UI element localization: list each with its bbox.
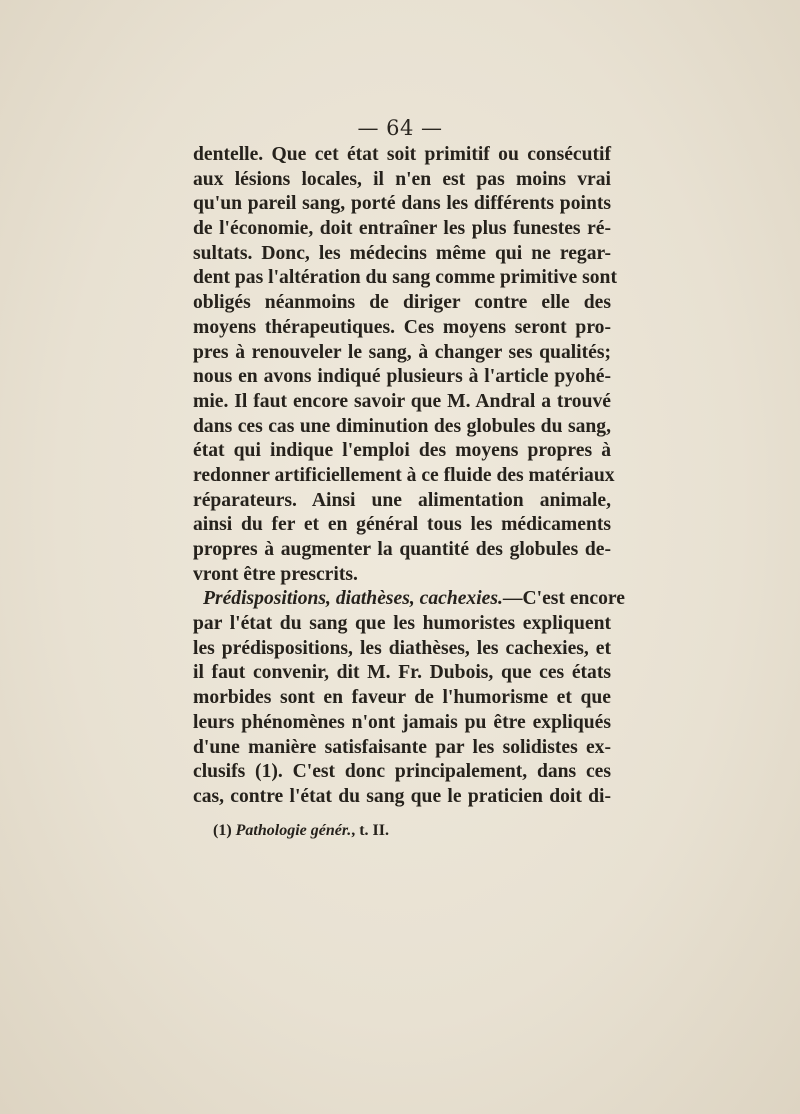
text-line: nous en avons indiqué plusieurs à l'article pyohé- [193,366,611,388]
body-text [193,143,625,810]
text-line: mie. Il faut encore savoir que M. Andral a trouvé [193,390,611,412]
text-line: de l'économie, doit entraîner les plus funestes ré- [193,218,611,240]
text-line: ainsi du fer et en général tous les médicaments [193,514,611,536]
text-line: obligés néanmoins de diriger contre elle des [193,292,611,314]
text-line: sultats. Donc, les médecins même qui ne regar- [193,242,611,264]
text-line: dans ces cas une diminution des globules du sang, [193,415,611,437]
paragraph-heading-line [193,587,625,612]
text-line: aux lésions locales, il n'en est pas moins vrai [193,168,611,190]
text-line: leurs phénomènes n'ont jamais pu être expliqués [193,711,611,733]
text-line: morbides sont en faveur de l'humorisme et que [193,687,611,709]
footnote-marker: (1) [213,822,232,839]
section-heading: Prédispositions, diathèses, cachexies. [203,588,503,610]
text-line: les prédispositions, les diathèses, les cachexies, et [193,637,611,659]
text-line: clusifs (1). C'est donc principalement, dans ces [193,761,611,783]
footnote-rest: , t. II. [351,822,389,839]
text-line: il faut convenir, dit M. Fr. Dubois, que ces états [193,662,611,684]
text-line: réparateurs. Ainsi une alimentation animale, [193,489,611,511]
text-line: par l'état du sang que les humoristes expliquent [193,613,611,635]
text-line: propres à augmenter la quantité des globules de- [193,539,611,560]
footnote [213,822,389,840]
text-line: moyens thérapeutiques. Ces moyens seront pro- [193,316,611,338]
text-line: dent pas l'altération du sang comme primitive sont [193,267,617,289]
text-line: dentelle. Que cet état soit primitif ou consécutif [193,144,611,165]
text-line: d'une manière satisfaisante par les solidistes ex- [193,736,611,758]
text-line: qu'un pareil sang, porté dans les différents points [193,193,611,215]
text-line-rest: —C'est encore [502,588,625,610]
text-line: cas, contre l'état du sang que le praticien doit di- [193,785,611,807]
page-number: — 64 — [357,116,443,140]
text-line: vront être prescrits. [193,563,358,585]
text-line: état qui indique l'emploi des moyens propres à [193,440,611,462]
text-line: pres à renouveler le sang, à changer ses qualités; [193,341,611,363]
text-line: redonner artificiellement à ce fluide des matériaux [193,464,615,486]
footnote-title: Pathologie génér. [235,822,352,839]
